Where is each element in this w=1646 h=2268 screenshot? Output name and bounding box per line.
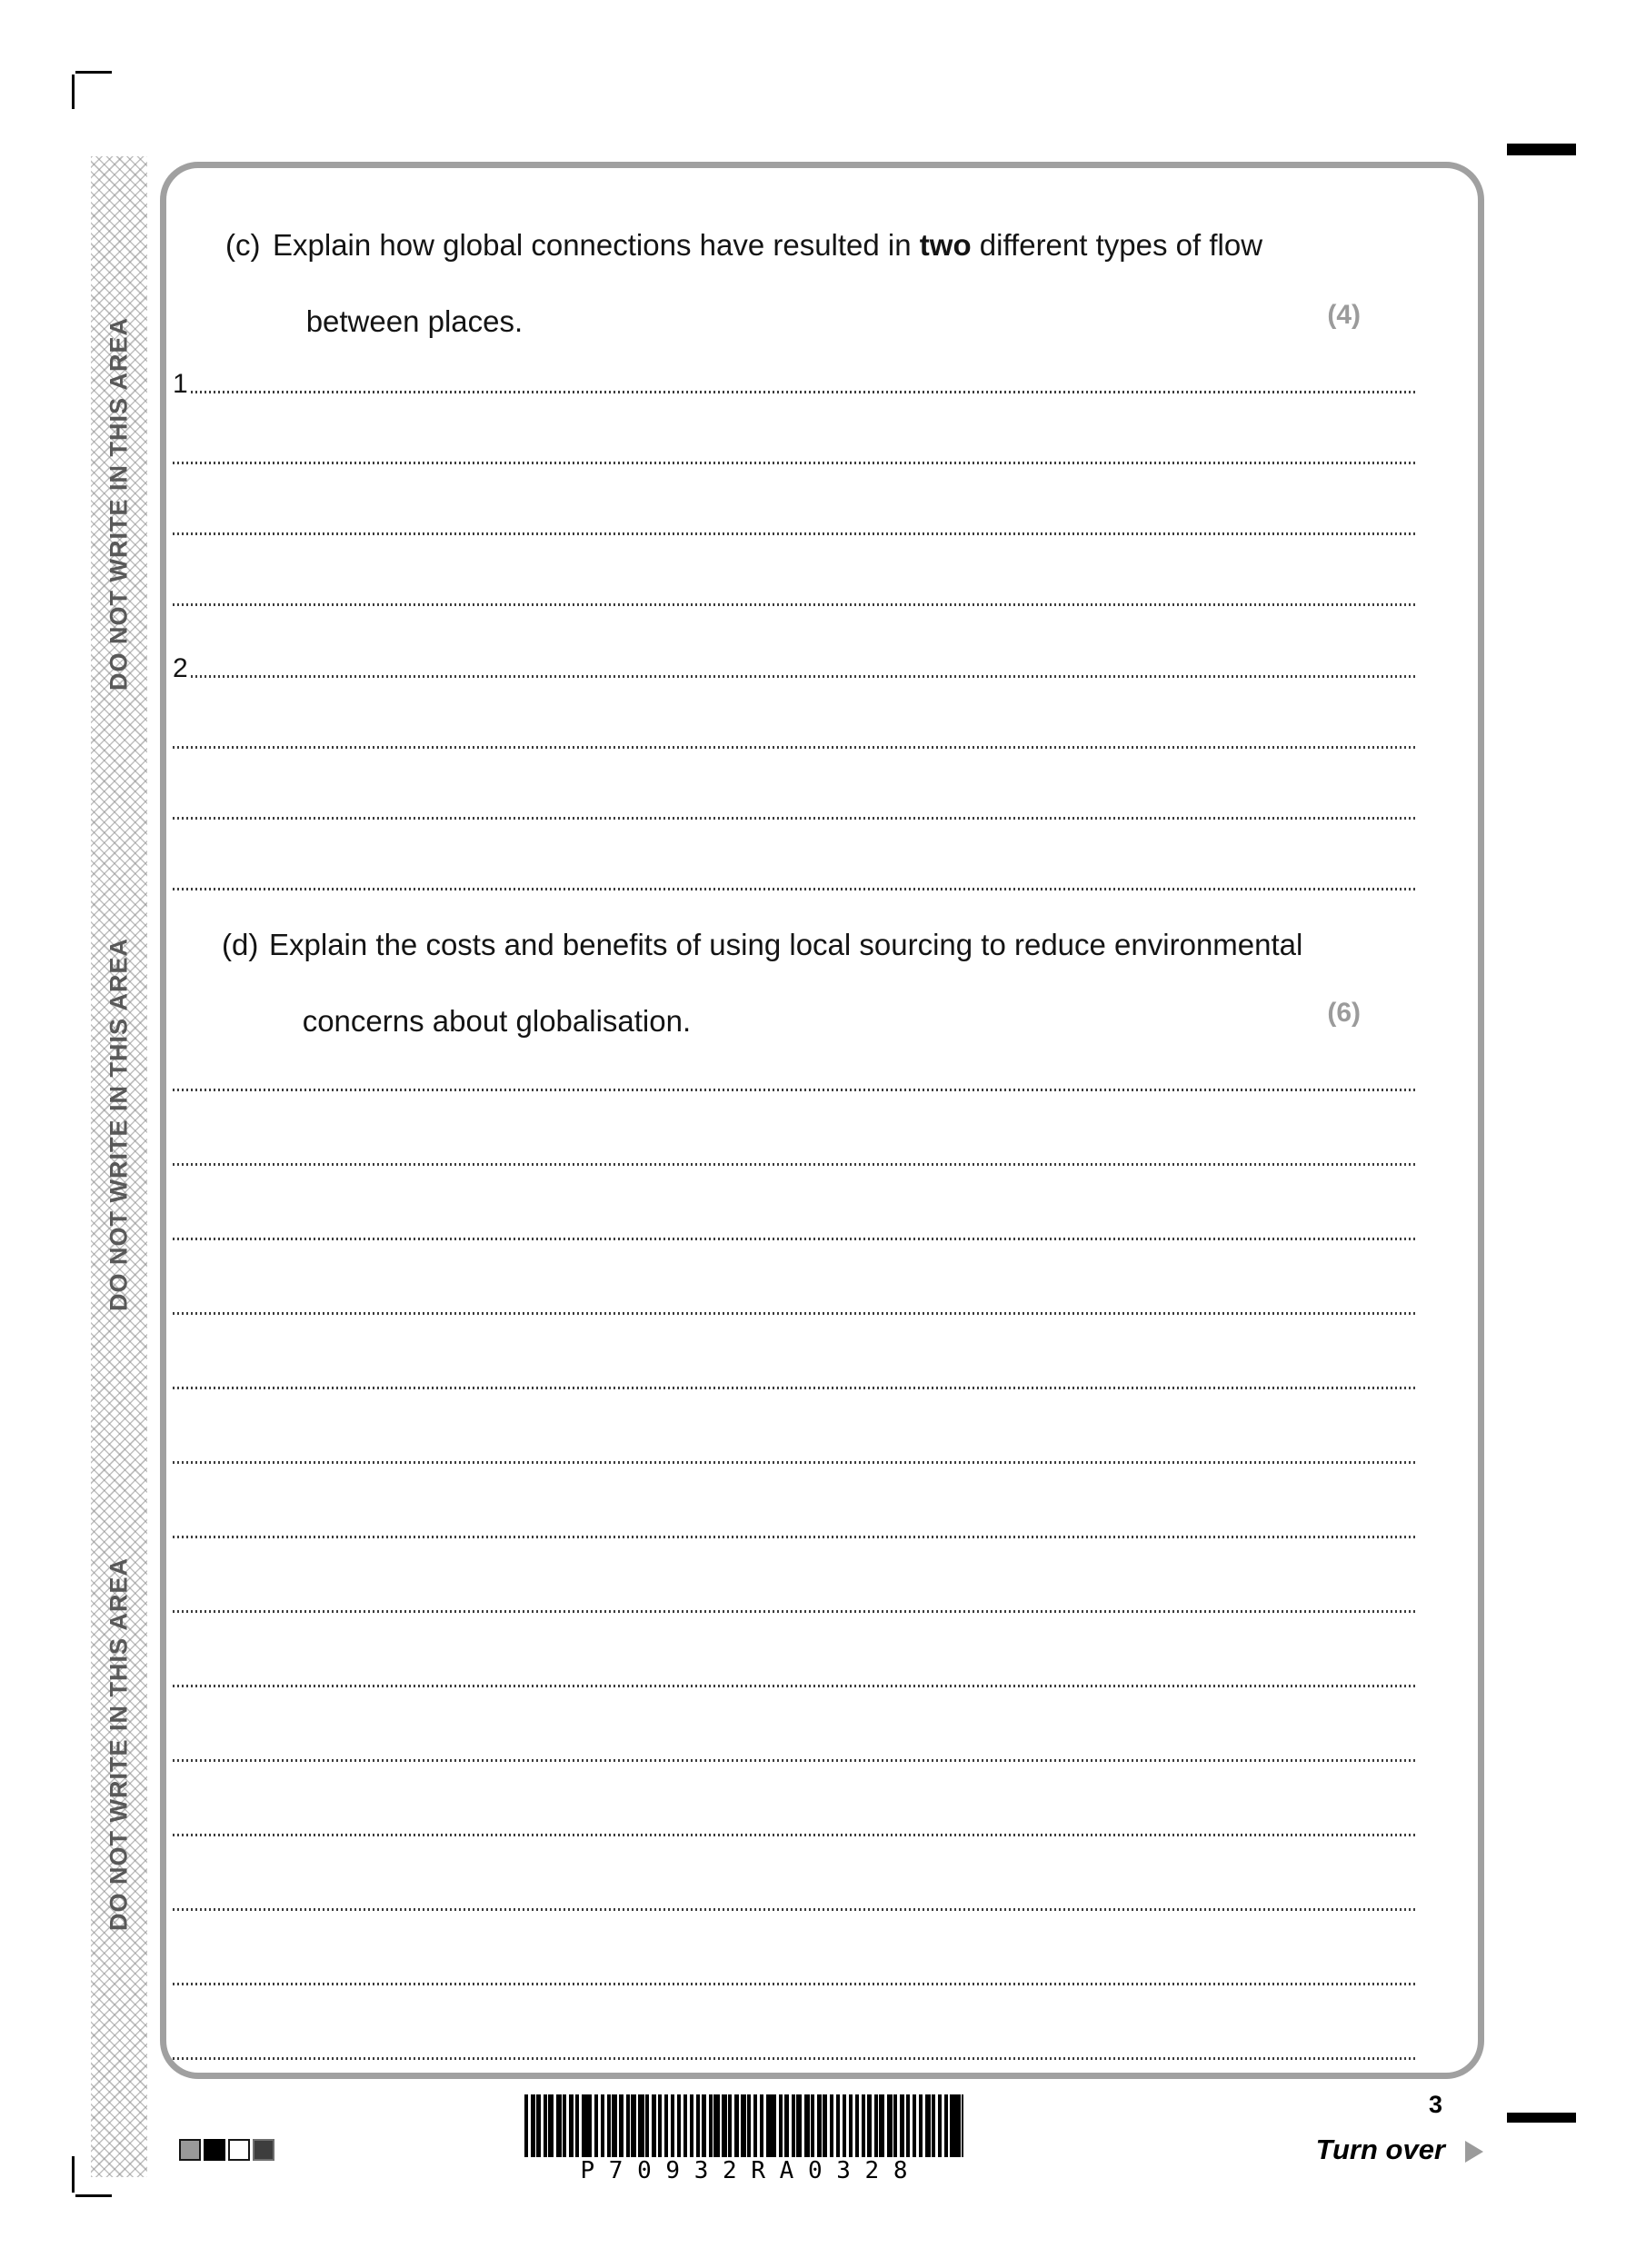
question-d-marks: (6) <box>1327 998 1361 1028</box>
do-not-write-label: DO NOT WRITE IN THIS AREA <box>105 1557 133 1931</box>
registration-bar-top-right <box>1507 144 1576 155</box>
calibration-square-black <box>204 2139 225 2161</box>
barcode-icon <box>524 2094 963 2161</box>
answer-line[interactable] <box>191 675 1416 678</box>
question-c-text-part: different types of flow <box>971 228 1263 262</box>
crop-mark-top-left-horizontal <box>75 71 112 74</box>
crop-mark-bottom-left-horizontal <box>75 2194 112 2197</box>
question-c-marks: (4) <box>1327 300 1361 330</box>
question-c-text-part: Explain how global connections have resulted in <box>273 228 920 262</box>
answer-d-lines <box>173 1089 1416 2132</box>
turn-over-arrow-icon <box>1465 2141 1483 2163</box>
answer-line[interactable] <box>173 1089 1416 1091</box>
answer-2-number: 2 <box>173 653 188 683</box>
question-c <box>225 226 1262 341</box>
answer-line[interactable] <box>173 1983 1416 1985</box>
barcode-text: P 7 0 9 3 2 R A 0 3 2 8 <box>524 2157 963 2184</box>
question-d-text-line1: Explain the costs and benefits of using local sourcing to reduce environmental <box>269 928 1303 961</box>
answer-line[interactable] <box>173 603 1416 606</box>
answer-line[interactable] <box>173 1759 1416 1762</box>
answer-1-lines <box>173 391 1416 674</box>
page-number: 3 <box>1428 2091 1442 2118</box>
answer-line[interactable] <box>173 1387 1416 1389</box>
answer-line[interactable] <box>173 1536 1416 1538</box>
answer-2-lines <box>173 675 1416 959</box>
answer-line[interactable] <box>173 746 1416 749</box>
answer-line[interactable] <box>173 1834 1416 1836</box>
registration-bar-bottom-right <box>1507 2113 1576 2123</box>
answer-line[interactable] <box>173 2057 1416 2060</box>
question-d-text-line2: concerns about globalisation. <box>302 1004 692 1038</box>
question-d-text <box>269 926 1302 1040</box>
do-not-write-label: DO NOT WRITE IN THIS AREA <box>105 938 133 1311</box>
question-d-label: (d) <box>222 928 259 961</box>
answer-line[interactable] <box>173 888 1416 890</box>
calibration-square-darkgray <box>253 2139 274 2161</box>
do-not-write-strip <box>91 156 147 2177</box>
answer-line[interactable] <box>173 1238 1416 1240</box>
print-calibration-squares <box>179 2139 274 2161</box>
turn-over-label: Turn over <box>1315 2134 1445 2165</box>
answer-line[interactable] <box>173 1312 1416 1315</box>
answer-line[interactable] <box>191 391 1416 393</box>
answer-line[interactable] <box>173 1461 1416 1464</box>
do-not-write-label: DO NOT WRITE IN THIS AREA <box>105 317 133 691</box>
answer-line[interactable] <box>173 1610 1416 1613</box>
answer-line[interactable] <box>173 1163 1416 1166</box>
crop-mark-top-left-vertical <box>72 75 75 109</box>
answer-line[interactable] <box>173 817 1416 820</box>
answer-line[interactable] <box>173 1685 1416 1687</box>
answer-line[interactable] <box>173 462 1416 464</box>
question-c-text-line2: between places. <box>305 304 524 338</box>
question-c-label: (c) <box>225 228 261 262</box>
answer-line[interactable] <box>173 532 1416 535</box>
question-d <box>222 926 1302 1040</box>
calibration-square-gray <box>179 2139 201 2161</box>
question-c-bold-word: two <box>919 228 972 262</box>
answer-1-number: 1 <box>173 369 188 399</box>
calibration-square-white <box>228 2139 250 2161</box>
crop-mark-bottom-left-vertical <box>72 2156 75 2193</box>
answer-line[interactable] <box>173 1908 1416 1911</box>
question-c-text <box>273 226 1262 341</box>
